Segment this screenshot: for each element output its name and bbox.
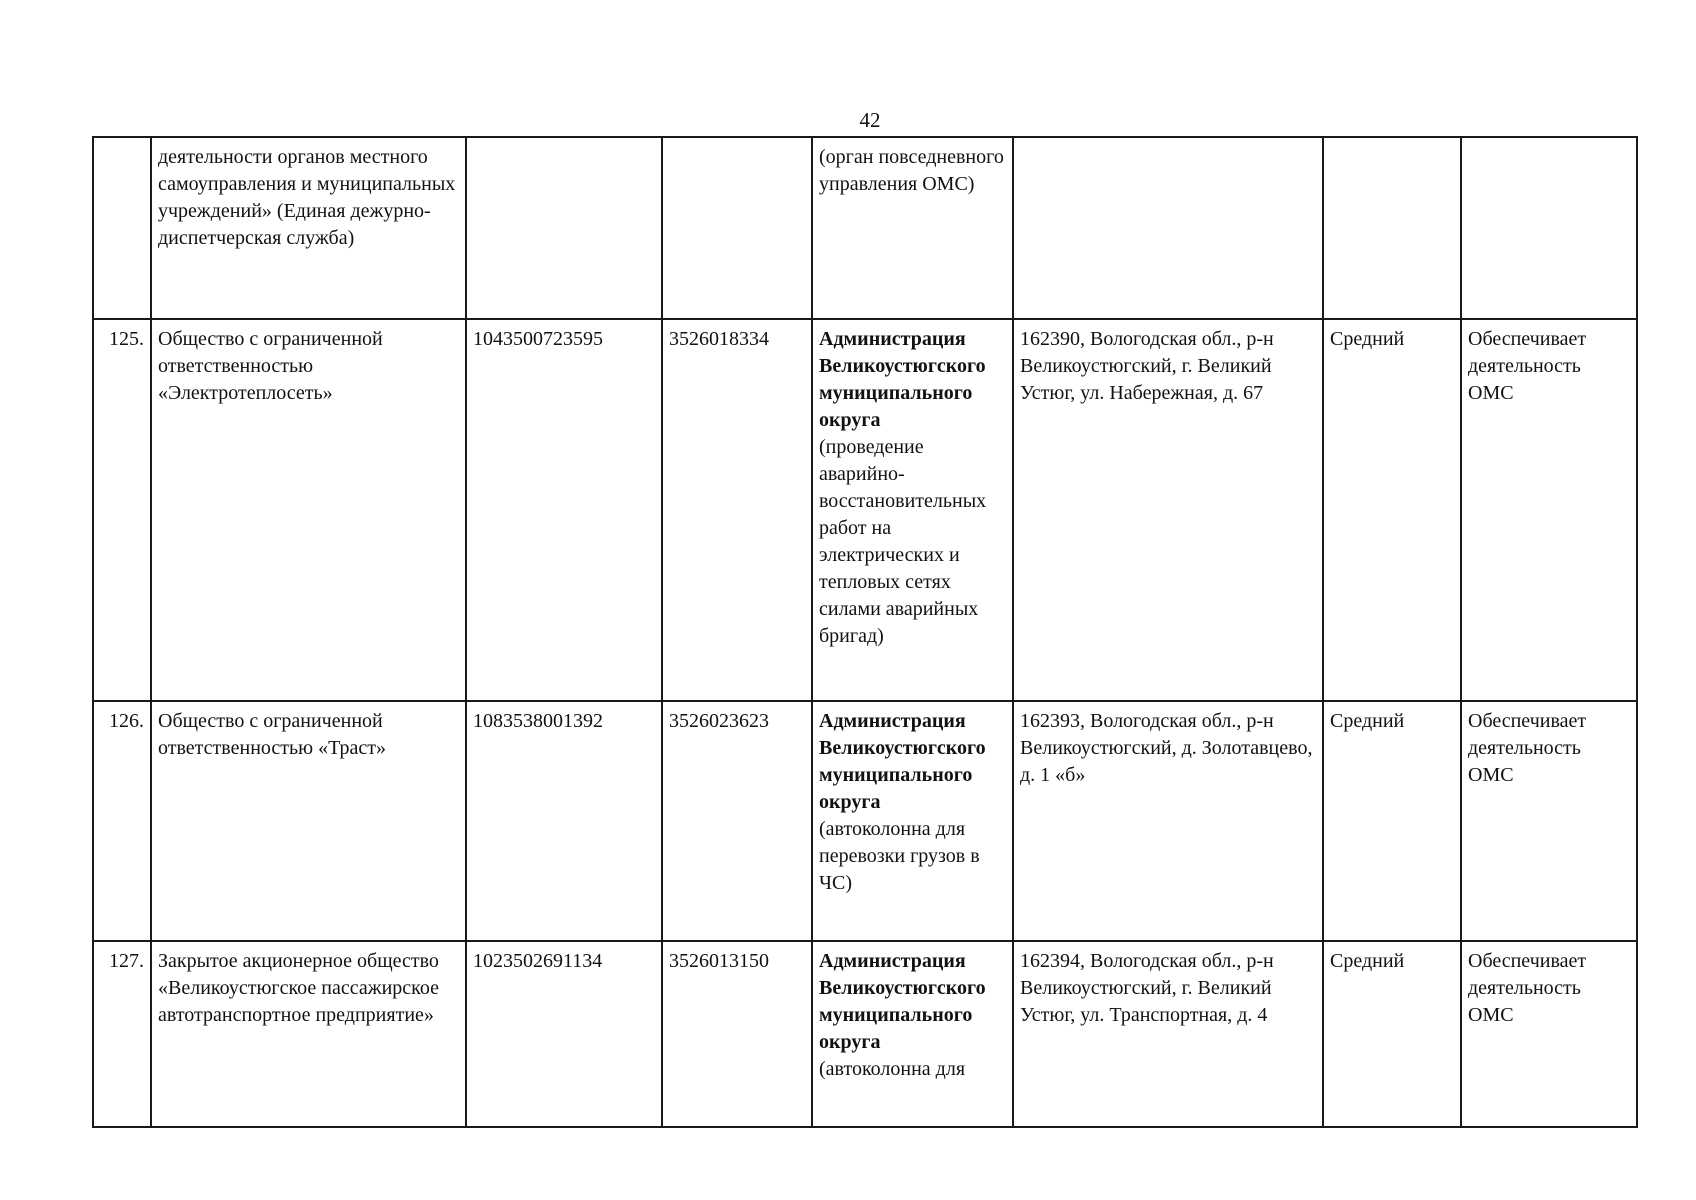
row-number: 126. xyxy=(93,701,151,941)
organization-name: Общество с ограниченной ответственностью «Траст» xyxy=(151,701,466,941)
inn-cell: 3526013150 xyxy=(662,941,812,1127)
address-cell: 162390, Вологодская обл., р-н Великоустюгский, г. Великий Устюг, ул. Набережная, д. 67 xyxy=(1013,319,1323,701)
admin-name: Администрация Великоустюгского муниципального округа xyxy=(819,950,986,1053)
admin-cell xyxy=(812,319,1013,701)
level-cell: Средний xyxy=(1323,319,1461,701)
registry-table xyxy=(92,136,1638,1128)
function-cell: Обеспечивает деятельность ОМС xyxy=(1461,941,1637,1127)
page-number: 42 xyxy=(859,108,881,132)
level-cell: Средний xyxy=(1323,701,1461,941)
table-row xyxy=(93,137,1637,319)
admin-cell xyxy=(812,701,1013,941)
level-cell xyxy=(1323,137,1461,319)
admin-cell xyxy=(812,137,1013,319)
admin-note: (автоколонна для перевозки грузов в ЧС) xyxy=(819,818,980,894)
row-number: 127. xyxy=(93,941,151,1127)
row-number: 125. xyxy=(93,319,151,701)
ogrn-cell: 1023502691134 xyxy=(466,941,662,1127)
admin-name: Администрация Великоустюгского муниципального округа xyxy=(819,328,986,431)
level-cell: Средний xyxy=(1323,941,1461,1127)
admin-note: (орган повседневного управления ОМС) xyxy=(819,146,1004,195)
table-row xyxy=(93,319,1637,701)
inn-cell: 3526023623 xyxy=(662,701,812,941)
function-cell: Обеспечивает деятельность ОМС xyxy=(1461,701,1637,941)
admin-cell xyxy=(812,941,1013,1127)
table-row xyxy=(93,941,1637,1127)
function-cell: Обеспечивает деятельность ОМС xyxy=(1461,319,1637,701)
inn-cell: 3526018334 xyxy=(662,319,812,701)
inn-cell xyxy=(662,137,812,319)
address-cell: 162393, Вологодская обл., р-н Великоустюгский, д. Золотавцево, д. 1 «б» xyxy=(1013,701,1323,941)
function-cell xyxy=(1461,137,1637,319)
ogrn-cell xyxy=(466,137,662,319)
organization-name: Общество с ограниченной ответственностью «Электротеплосеть» xyxy=(151,319,466,701)
table-row xyxy=(93,701,1637,941)
ogrn-cell: 1043500723595 xyxy=(466,319,662,701)
organization-name: деятельности органов местного самоуправления и муниципальных учреждений» (Единая дежурно-диспетчерская служба) xyxy=(151,137,466,319)
row-number xyxy=(93,137,151,319)
address-cell xyxy=(1013,137,1323,319)
address-cell: 162394, Вологодская обл., р-н Великоустюгский, г. Великий Устюг, ул. Транспортная, д. 4 xyxy=(1013,941,1323,1127)
admin-note: (проведение аварийно-восстановительных работ на электрических и тепловых сетях силами аварийных бригад) xyxy=(819,436,987,647)
admin-note: (автоколонна для xyxy=(819,1058,966,1080)
organization-name: Закрытое акционерное общество «Великоустюгское пассажирское автотранспортное предприятие» xyxy=(151,941,466,1127)
admin-name: Администрация Великоустюгского муниципального округа xyxy=(819,710,986,813)
ogrn-cell: 1083538001392 xyxy=(466,701,662,941)
